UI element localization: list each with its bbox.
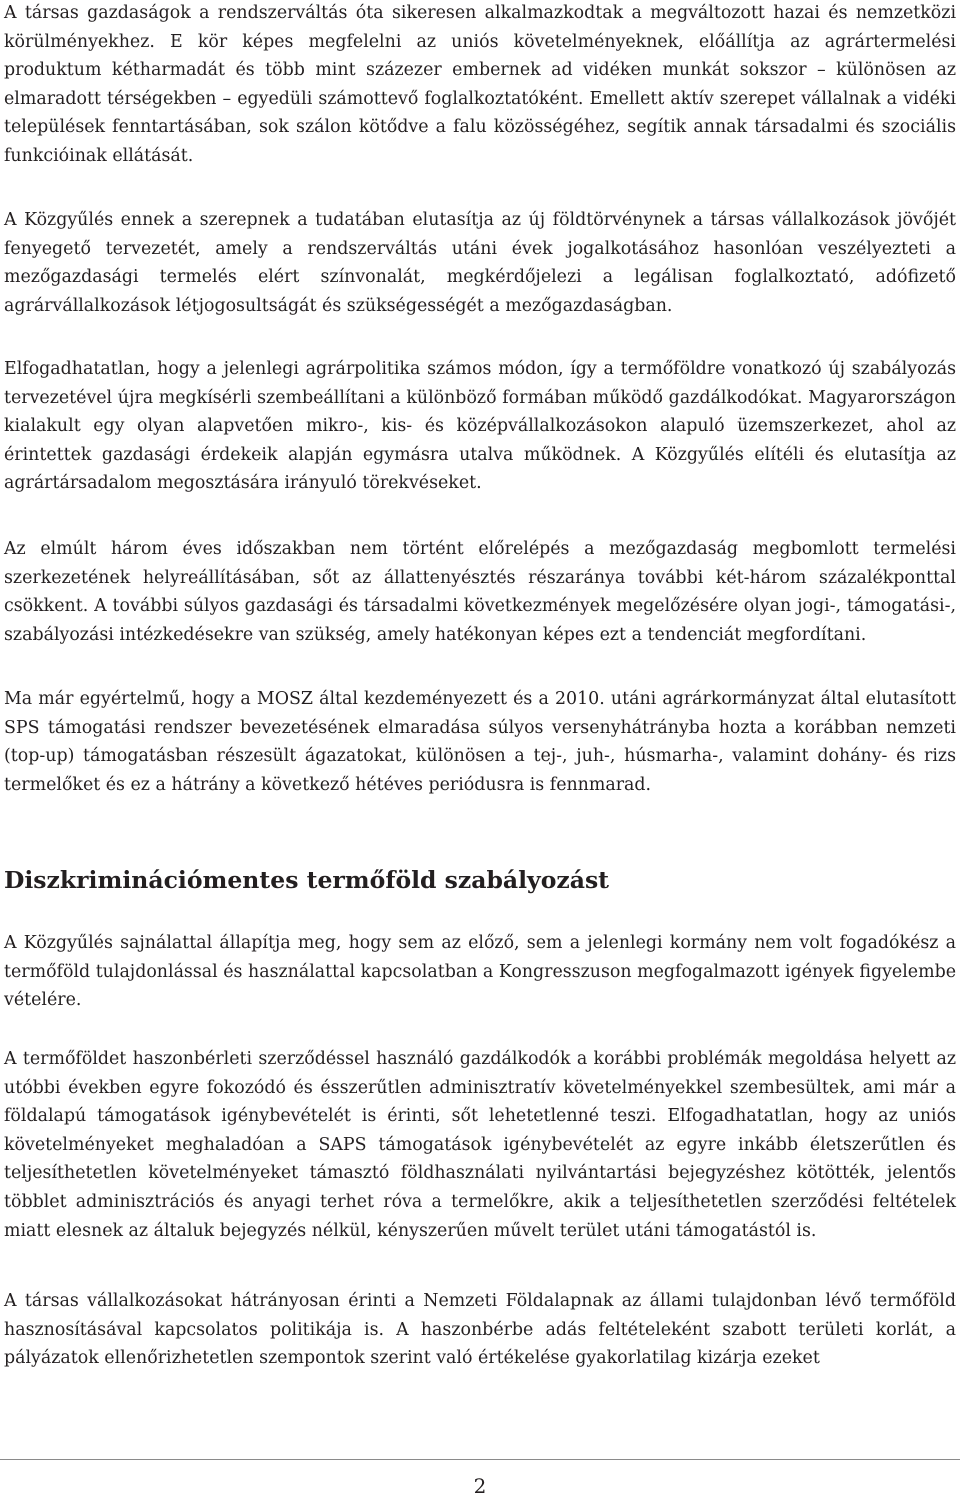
paragraph-4: Az elmúlt három éves időszakban nem történt előrelépés a mezőgazdaság megbomlott termelési szerkezetének helyreállításában, sőt az állattenyésztés részaránya további két-három százalékponttal csökkent. A további súlyos gazdasági és társadalmi következmények megelőzésére olyan jogi-, támogatási-, szabályozási intézkedésekre van szükség, amely hatékonyan képes ezt a tendenciát megfordítani.: [4, 539, 956, 645]
section-paragraph-2: A termőföldet haszonbérleti szerződéssel használó gazdálkodók a korábbi problémák megoldása helyett az utóbbi években egyre fokozódó és ésszerűtlen adminisztratív követelményekkel szembesültek, ami már a földalapú támogatások igénybevételét is érinti, sőt lehetetlenné teszi. Elfogadhatatlan, hogy az uniós követelményeket meghaladóan a SAPS támogatások igénybevételét az egyre inkább életszerűtlen és teljesíthetetlen követelményeket támasztó földhasználati nyilvántartási bejegyzéshez kötötték, jelentős többlet adminisztrációs és anyagi terhet róva a termelőkre, akik a teljesíthetetlen szerződési feltételek miatt elesnek az általuk bejegyzés nélkül, kényszerűen művelt terület utáni támogatástól is.: [4, 1049, 956, 1241]
section-paragraph-3: A társas vállalkozásokat hátrányosan érinti a Nemzeti Földalapnak az állami tulajdonban lévő termőföld hasznosításával kapcsolatos politikája is. A haszonbérbe adás feltételeként szabott területi korlát, a pályázatok ellenőrizhetetlen szempontok szerint való értékelése gyakorlatilag kizárja ezeket: [4, 1291, 956, 1369]
paragraph-3: Elfogadhatatlan, hogy a jelenlegi agrárpolitika számos módon, így a termőföldre vonatkozó új szabályozás tervezetével újra megkísérli szembeállítani a különböző formában működő gazdálkodókat. Magyarországon kialakult egy olyan alapvetően mikro-, kis- és középvállalkozásokon alapuló üzemszerkezet, ahol az érintettek gazdasági érdekeik alapján egymásra utalva működnek. A Közgyűlés elítéli és elutasítja az agrártársadalom megosztására irányuló törekvéseket.: [4, 359, 956, 494]
paragraph-1: A társas gazdaságok a rendszerváltás óta sikeresen alkalmazkodtak a megváltozott hazai és nemzetközi körülményekhez. E kör képes megfelelni az uniós követelményeknek, előállítja az agrártermelési produktum kétharmadát és több mint százezer embernek ad vidéken munkát sokszor – különösen az elmaradott térségekben – egyedüli számottevő foglalkoztatóként. Emellett aktív szerepet vállalnak a vidéki települések fenntartásában, sok szálon kötődve a falu közösségéhez, segítik annak társadalmi és szociális funkcióinak ellátását.: [4, 3, 956, 166]
section-heading: Diszkriminációmentes termőföld szabályozást: [4, 866, 610, 894]
section-paragraph-1: A Közgyűlés sajnálattal állapítja meg, hogy sem az előző, sem a jelenlegi kormány nem volt fogadókész a termőföld tulajdonlással és használattal kapcsolatban a Kongresszuson megfogalmazott igények figyelembe vételére.: [4, 933, 956, 1011]
paragraph-2: A Közgyűlés ennek a szerepnek a tudatában elutasítja az új földtörvénynek a társas vállalkozások jövőjét fenyegető tervezetét, amely a rendszerváltás utáni évek jogalkotásához hasonlóan veszélyezteti a mezőgazdasági termelés elért színvonalát, megkérdőjelezi a legálisan foglalkoztató, adófizető agrárvállalkozások létjogosultságát és szükségességét a mezőgazdaságban.: [4, 210, 956, 316]
paragraph-5: Ma már egyértelmű, hogy a MOSZ által kezdeményezett és a 2010. utáni agrárkormányzat által elutasított SPS támogatási rendszer bevezetésének elmaradása súlyos versenyhátrányba hozta a korábban nemzeti (top-up) támogatásban részesült ágazatokat, különösen a tej-, juh-, húsmarha-, valamint dohány- és rizs termelőket és ez a hátrány a következő hétéves periódusra is fennmarad.: [4, 689, 956, 795]
page-number: 2: [473, 1474, 487, 1498]
footer-divider: [0, 1459, 960, 1460]
